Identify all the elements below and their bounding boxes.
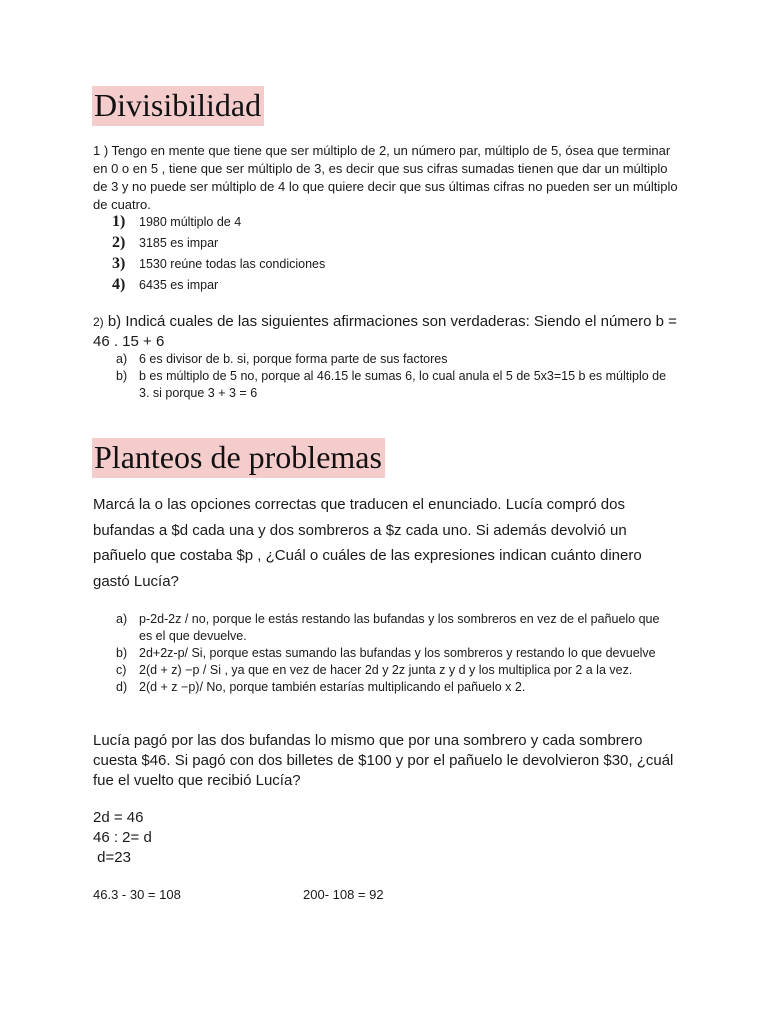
question-2-number: 2) <box>93 315 104 329</box>
list-item: 2) 3185 es impar <box>112 234 219 251</box>
list-item: a) 6 es divisor de b. si, porque forma parte de sus factores <box>116 352 448 366</box>
expression-options <box>116 611 676 696</box>
section-title-planteos: Planteos de problemas <box>92 438 385 478</box>
question-2-answers <box>116 351 676 402</box>
calc-line: 2d = 46 <box>93 809 144 826</box>
calc-result-left: 46.3 - 30 = 108 <box>93 887 181 902</box>
calc-line: d=23 <box>93 849 131 866</box>
list-item: b) b es múltiplo de 5 no, porque al 46.15 le sumas 6, lo cual anula el 5 de 5x3=15 b es múltiplo de 3. si porque 3 + 3 = 6 <box>116 369 667 400</box>
list-item: c) 2(d + z) −p / Si , ya que en vez de hacer 2d y 2z junta z y d y los multiplica por 2 a la vez. <box>116 663 633 677</box>
list-item: d) 2(d + z −p)/ No, porque también estarías multiplicando el pañuelo x 2. <box>116 680 526 694</box>
list-item: 3) 1530 reúne todas las condiciones <box>112 255 326 272</box>
list-item: b) 2d+2z-p/ Si, porque estas sumando las bufandas y los sombreros y restando lo que devuelve <box>116 646 656 660</box>
list-item: 4) 6435 es impar <box>112 276 219 293</box>
question-2-text: b) Indicá cuales de las siguientes afirmaciones son verdaderas: Siendo el número b = 46 . 15 + 6 <box>93 313 677 350</box>
answer-list <box>112 213 325 297</box>
section-title-divisibilidad: Divisibilidad <box>92 86 264 126</box>
question-2 <box>93 312 683 352</box>
calc-line: 46 : 2= d <box>93 829 152 846</box>
list-item: 1) 1980 múltiplo de 4 <box>112 213 242 230</box>
planteos-intro: Marcá la o las opciones correctas que traducen el enunciado. Lucía compró dos bufandas a $d cada una y dos sombreros a $z cada uno. Si además devolvió un pañuelo que costaba $p , ¿Cuál o cuáles de las expresiones indican cuánto dinero gastó Lucía? <box>93 496 642 590</box>
list-item: a) p-2d-2z / no, porque le estás restando las bufandas y los sombreros en vez de el pañuelo que es el que devuelve. <box>116 612 660 643</box>
calc-result-right: 200- 108 = 92 <box>303 887 384 902</box>
divisibilidad-intro: 1 ) Tengo en mente que tiene que ser múltiplo de 2, un número par, múltiplo de 5, ósea que terminar en 0 o en 5 , tiene que ser múltiplo de 3, es decir que sus cifras sumadas tienen que dar un múltiplo de 3 y no puede ser múltiplo de 4 lo que quiere decir que sus últimas cifras no pueden ser un múltiplo de cuatro. <box>93 143 678 212</box>
problem-statement: Lucía pagó por las dos bufandas lo mismo que por una sombrero y cada sombrero cuesta $46. Si pagó con dos billetes de $100 y por el pañuelo le devolvieron $30, ¿cuál fue el vuelto que recibió Lucía? <box>93 732 674 789</box>
